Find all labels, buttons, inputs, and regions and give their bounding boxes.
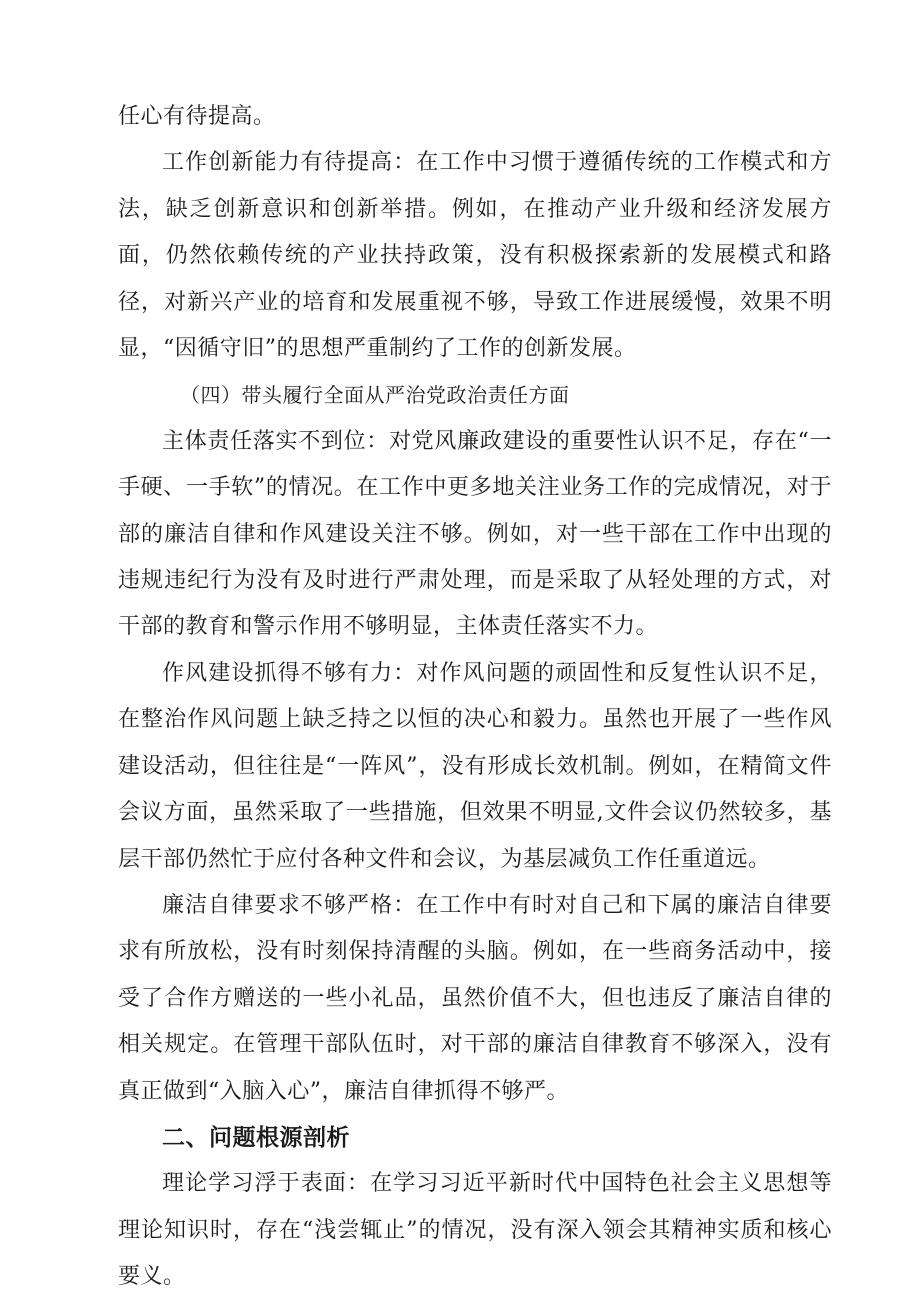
paragraph-work-style: 作风建设抓得不够有力：对作风问题的顽固性和反复性认识不足，在整治作风问题上缺乏持之以恒的决心和毅力。虽然也开展了一些作风建设活动，但往往是“一阵风”，没有形成长效机制。例如，在精简文件会议方面，虽然采取了一些措施，但效果不明显,文件会议仍然较多，基层干部仍然忙于应付各种文件和会议，为基层减负工作任重道远。 xyxy=(118,660,832,872)
paragraph-main-responsibility: 主体责任落实不到位：对党风廉政建设的重要性认识不足，存在“一手硬、一手软”的情况。在工作中更多地关注业务工作的完成情况，对于部的廉洁自律和作风建设关注不够。例如，对一些干部在工作中出现的违规违纪行为没有及时进行严肃处理，而是采取了从轻处理的方式，对干部的教育和警示作用不够明显，主体责任落实不力。 xyxy=(118,428,832,640)
subsection-heading-four: （四）带头履行全面从严治党政治责任方面 xyxy=(180,383,570,408)
paragraph-integrity: 廉洁自律要求不够严格：在工作中有时对自己和下属的廉洁自律要求有所放松，没有时刻保持清醒的头脑。例如，在一些商务活动中，接受了合作方赠送的一些小礼品，虽然价值不大，但也违反了廉洁自律的相关规定。在管理干部队伍时，对干部的廉洁自律教育不够深入，没有真正做到“入脑入心”，廉洁自律抓得不够严。 xyxy=(118,892,832,1104)
paragraph-theory-study: 理论学习浮于表面：在学习习近平新时代中国特色社会主义思想等理论知识时，存在“浅尝辄止”的情况，没有深入领会其精神实质和核心要义。 xyxy=(118,1171,832,1290)
paragraph-continuation: 任心有待提高。 xyxy=(118,104,276,129)
paragraph-innovation-ability: 工作创新能力有待提高：在工作中习惯于遵循传统的工作模式和方法，缺乏创新意识和创新举措。例如，在推动产业升级和经济发展方面，仍然依赖传统的产业扶持政策，没有积极探索新的发展模式和路径，对新兴产业的培育和发展重视不够，导致工作进展缓慢，效果不明显，“因循守旧”的思想严重制约了工作的创新发展。 xyxy=(118,150,832,362)
section-heading-two: 二、问题根源剖析 xyxy=(162,1124,350,1151)
document-page xyxy=(118,94,832,1301)
